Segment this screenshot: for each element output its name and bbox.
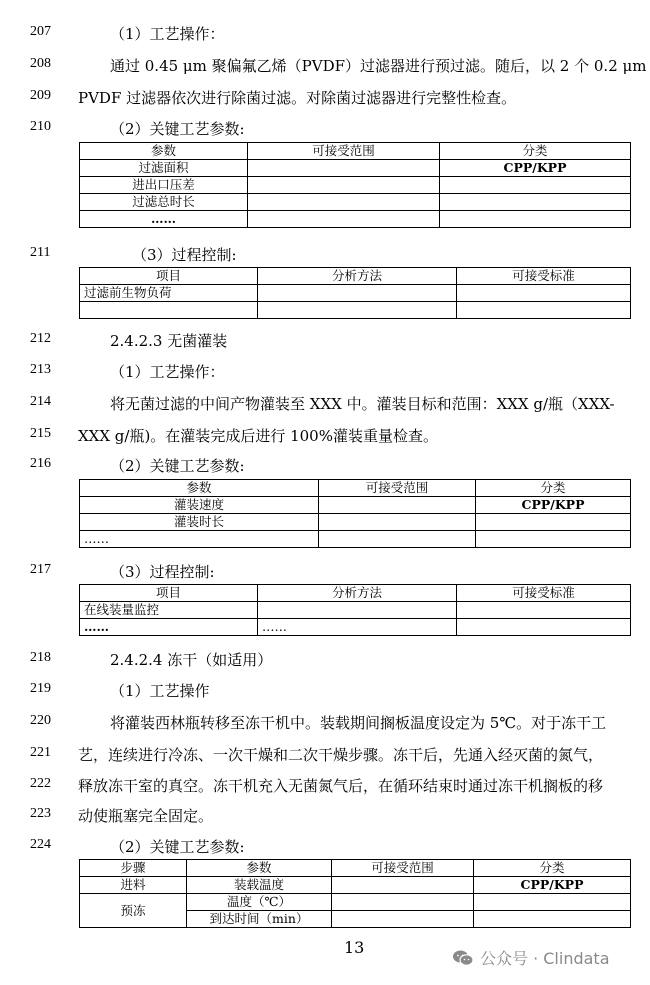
header-cell: 分析方法 [258,268,457,285]
table-cell: 温度（℃） [187,894,332,911]
table-cell [332,894,474,911]
table-cell: 过滤面积 [80,160,248,177]
subheading: （2）关键工艺参数: [110,457,245,475]
table-cell [332,877,474,894]
table-row [80,619,631,636]
table-cell [248,160,440,177]
table-cell: …… [80,531,319,548]
subheading: （3）过程控制: [110,563,215,581]
subheading: （1）工艺操作： [110,363,225,381]
table-cell: 过滤前生物负荷 [80,285,258,302]
table-cell: 灌装时长 [80,514,319,531]
line-number: 219 [30,681,51,696]
line-number: 224 [30,837,51,852]
wechat-icon [452,949,474,967]
table-header-row [80,480,631,497]
line-number: 209 [30,88,51,103]
table-cell: 灌装速度 [80,497,319,514]
table-row [80,177,631,194]
table-cell [319,497,476,514]
table-cell [80,302,258,319]
table-cell [440,177,631,194]
paragraph-line: 艺，连续进行冷冻、一次干燥和二次干燥步骤。冻干后，先通入经灭菌的氮气， [78,746,604,764]
table-cell [457,602,631,619]
table-row [80,877,631,894]
section-heading: 2.4.2.3 无菌灌装 [110,332,228,350]
table-cell [476,531,631,548]
table-header-row [80,143,631,160]
paragraph-line: 动使瓶塞完全固定。 [78,807,214,825]
line-number: 215 [30,426,51,441]
subheading: （1）工艺操作： [110,25,225,43]
table-cell: …… [80,619,258,636]
table-row [80,497,631,514]
header-cell: 参数 [80,143,248,160]
line-number: 212 [30,331,51,346]
table-row [80,602,631,619]
paragraph-line: 将无菌过滤的中间产物灌装至 XXX 中。灌装目标和范围：XXX g/瓶（XXX- [110,395,615,413]
table-cell [440,211,631,228]
table-cell [258,302,457,319]
table-cell [248,194,440,211]
table-cell: …… [258,619,457,636]
paragraph-line: PVDF 过滤器依次进行除菌过滤。对除菌过滤器进行完整性检查。 [78,89,517,107]
watermark-text: 公众号 · Clindata [480,949,610,968]
table-cell: 在线装量监控 [80,602,258,619]
critical-parameters-table-lyophilization [79,859,631,928]
table-cell [474,894,631,911]
critical-parameters-table-filtration [79,142,631,228]
table-row [80,194,631,211]
line-number: 210 [30,119,51,134]
header-cell: 分析方法 [258,585,457,602]
header-cell: 步骤 [80,860,187,877]
line-number: 220 [30,713,51,728]
subheading: （2）关键工艺参数: [110,838,245,856]
table-cell: CPP/KPP [474,877,631,894]
table-cell: 预冻 [80,894,187,928]
header-cell: 分类 [440,143,631,160]
table-cell: 过滤总时长 [80,194,248,211]
header-cell: 参数 [80,480,319,497]
table-header-row [80,585,631,602]
subheading: （1）工艺操作 [110,682,210,700]
table-row [80,514,631,531]
paragraph-line: 将灌装西林瓶转移至冻干机中。装载期间搁板温度设定为 5℃。对于冻干工 [110,714,607,732]
table-cell: 进出口压差 [80,177,248,194]
table-cell: …… [80,211,248,228]
header-cell: 分类 [474,860,631,877]
header-cell: 项目 [80,585,258,602]
table-cell [476,514,631,531]
paragraph-line: 释放冻干室的真空。冻干机充入无菌氮气后，在循环结束时通过冻干机搁板的移 [78,777,604,795]
table-cell [440,194,631,211]
table-header-row [80,268,631,285]
subheading: （3）过程控制: [132,246,237,264]
table-cell [457,619,631,636]
paragraph-line: XXX g/瓶)。在灌装完成后进行 100%灌装重量检查。 [78,427,438,445]
line-number: 207 [30,24,51,39]
header-cell: 可接受范围 [332,860,474,877]
table-row [80,211,631,228]
line-number: 214 [30,394,51,409]
table-row [80,160,631,177]
table-cell [332,911,474,928]
table-cell: CPP/KPP [476,497,631,514]
table-row [80,285,631,302]
table-cell [457,285,631,302]
line-number: 211 [30,245,51,260]
line-number: 222 [30,776,51,791]
header-cell: 分类 [476,480,631,497]
header-cell: 参数 [187,860,332,877]
table-cell: 进料 [80,877,187,894]
header-cell: 项目 [80,268,258,285]
process-control-table-filling [79,584,631,636]
table-cell [319,514,476,531]
table-cell [319,531,476,548]
critical-parameters-table-filling [79,479,631,548]
section-heading: 2.4.2.4 冻干（如适用） [110,651,273,669]
paragraph-line: 通过 0.45 μm 聚偏氟乙烯（PVDF）过滤器进行预过滤。随后，以 2 个 0.2 μm [110,57,647,75]
table-cell [457,302,631,319]
line-number: 223 [30,806,51,821]
table-cell [248,211,440,228]
table-cell [474,911,631,928]
header-cell: 可接受范围 [248,143,440,160]
line-number: 208 [30,56,51,71]
table-cell: 到达时间（min） [187,911,332,928]
process-control-table-filtration [79,267,631,319]
header-cell: 可接受标准 [457,268,631,285]
watermark [452,946,610,969]
table-cell [258,285,457,302]
subheading: （2）关键工艺参数: [110,120,245,138]
table-row [80,894,631,911]
line-number: 218 [30,650,51,665]
table-row [80,531,631,548]
line-number: 221 [30,745,51,760]
header-cell: 可接受范围 [319,480,476,497]
table-cell [248,177,440,194]
table-row [80,302,631,319]
header-cell: 可接受标准 [457,585,631,602]
table-cell: CPP/KPP [440,160,631,177]
line-number: 213 [30,362,51,377]
table-cell: 装载温度 [187,877,332,894]
table-header-row [80,860,631,877]
page-number: 13 [344,938,365,957]
line-number: 217 [30,562,51,577]
table-cell [258,602,457,619]
line-number: 216 [30,456,51,471]
